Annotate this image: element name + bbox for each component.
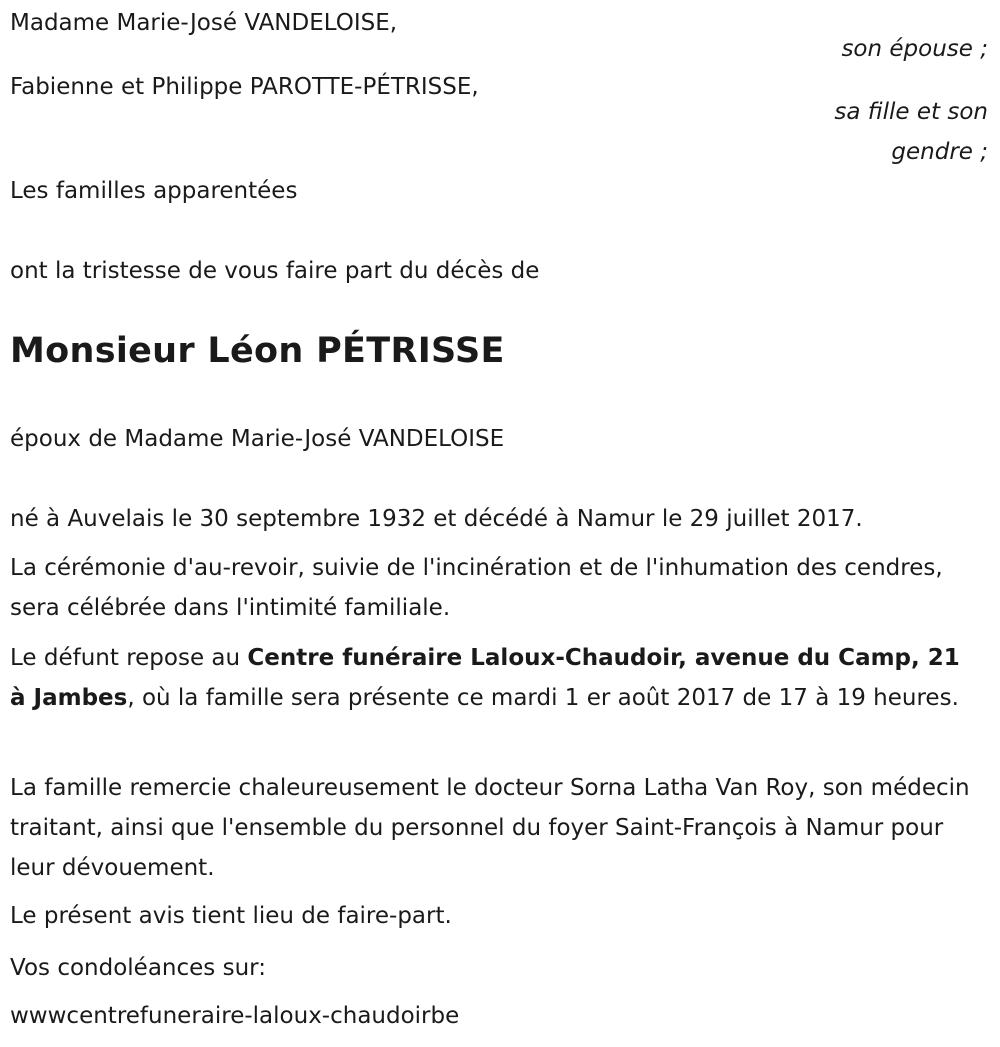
repose-rest: , où la famille sera présente ce mardi 1 er août 2017 de 17 à 19 heures. (127, 685, 959, 711)
relation-daughter-a: sa fille et son (834, 99, 988, 125)
repose-place: Centre funéraire Laloux-Chaudoir, avenue du Camp, 21 à Jambes (10, 645, 960, 711)
family-line-relatives: Les familles apparentées (10, 178, 298, 204)
spouse-line: époux de Madame Marie-José VANDELOISE (10, 426, 505, 452)
repose-paragraph (10, 638, 975, 718)
birth-death-line: né à Auvelais le 30 septembre 1932 et décédé à Namur le 29 juillet 2017. (10, 506, 863, 532)
condolences-label: Vos condoléances sur: (10, 955, 266, 981)
family-line-spouse: Madame Marie-José VANDELOISE, (10, 10, 398, 36)
announcement-text: ont la tristesse de vous faire part du décès de (10, 258, 540, 284)
repose-intro: Le défunt repose au (10, 645, 248, 671)
ceremony-paragraph: La cérémonie d'au-revoir, suivie de l'incinération et de l'inhumation des cendres, sera célébrée dans l'intimité familiale. (10, 555, 943, 621)
thanks-paragraph: La famille remercie chaleureusement le docteur Sorna Latha Van Roy, son médecin traitant, ainsi que l'ensemble du personnel du foyer Saint-François à Namur pour leur dévouement. (10, 775, 970, 881)
notice-line: Le présent avis tient lieu de faire-part. (10, 903, 452, 929)
condolences-website[interactable]: wwwcentrefuneraire-laloux-chaudoirbe (10, 1003, 460, 1029)
relation-spouse: son épouse ; (841, 36, 988, 62)
relation-daughter-b: gendre ; (891, 139, 988, 165)
deceased-name: Monsieur Léon PÉTRISSE (10, 331, 505, 371)
family-line-daughter: Fabienne et Philippe PAROTTE-PÉTRISSE, (10, 74, 479, 100)
